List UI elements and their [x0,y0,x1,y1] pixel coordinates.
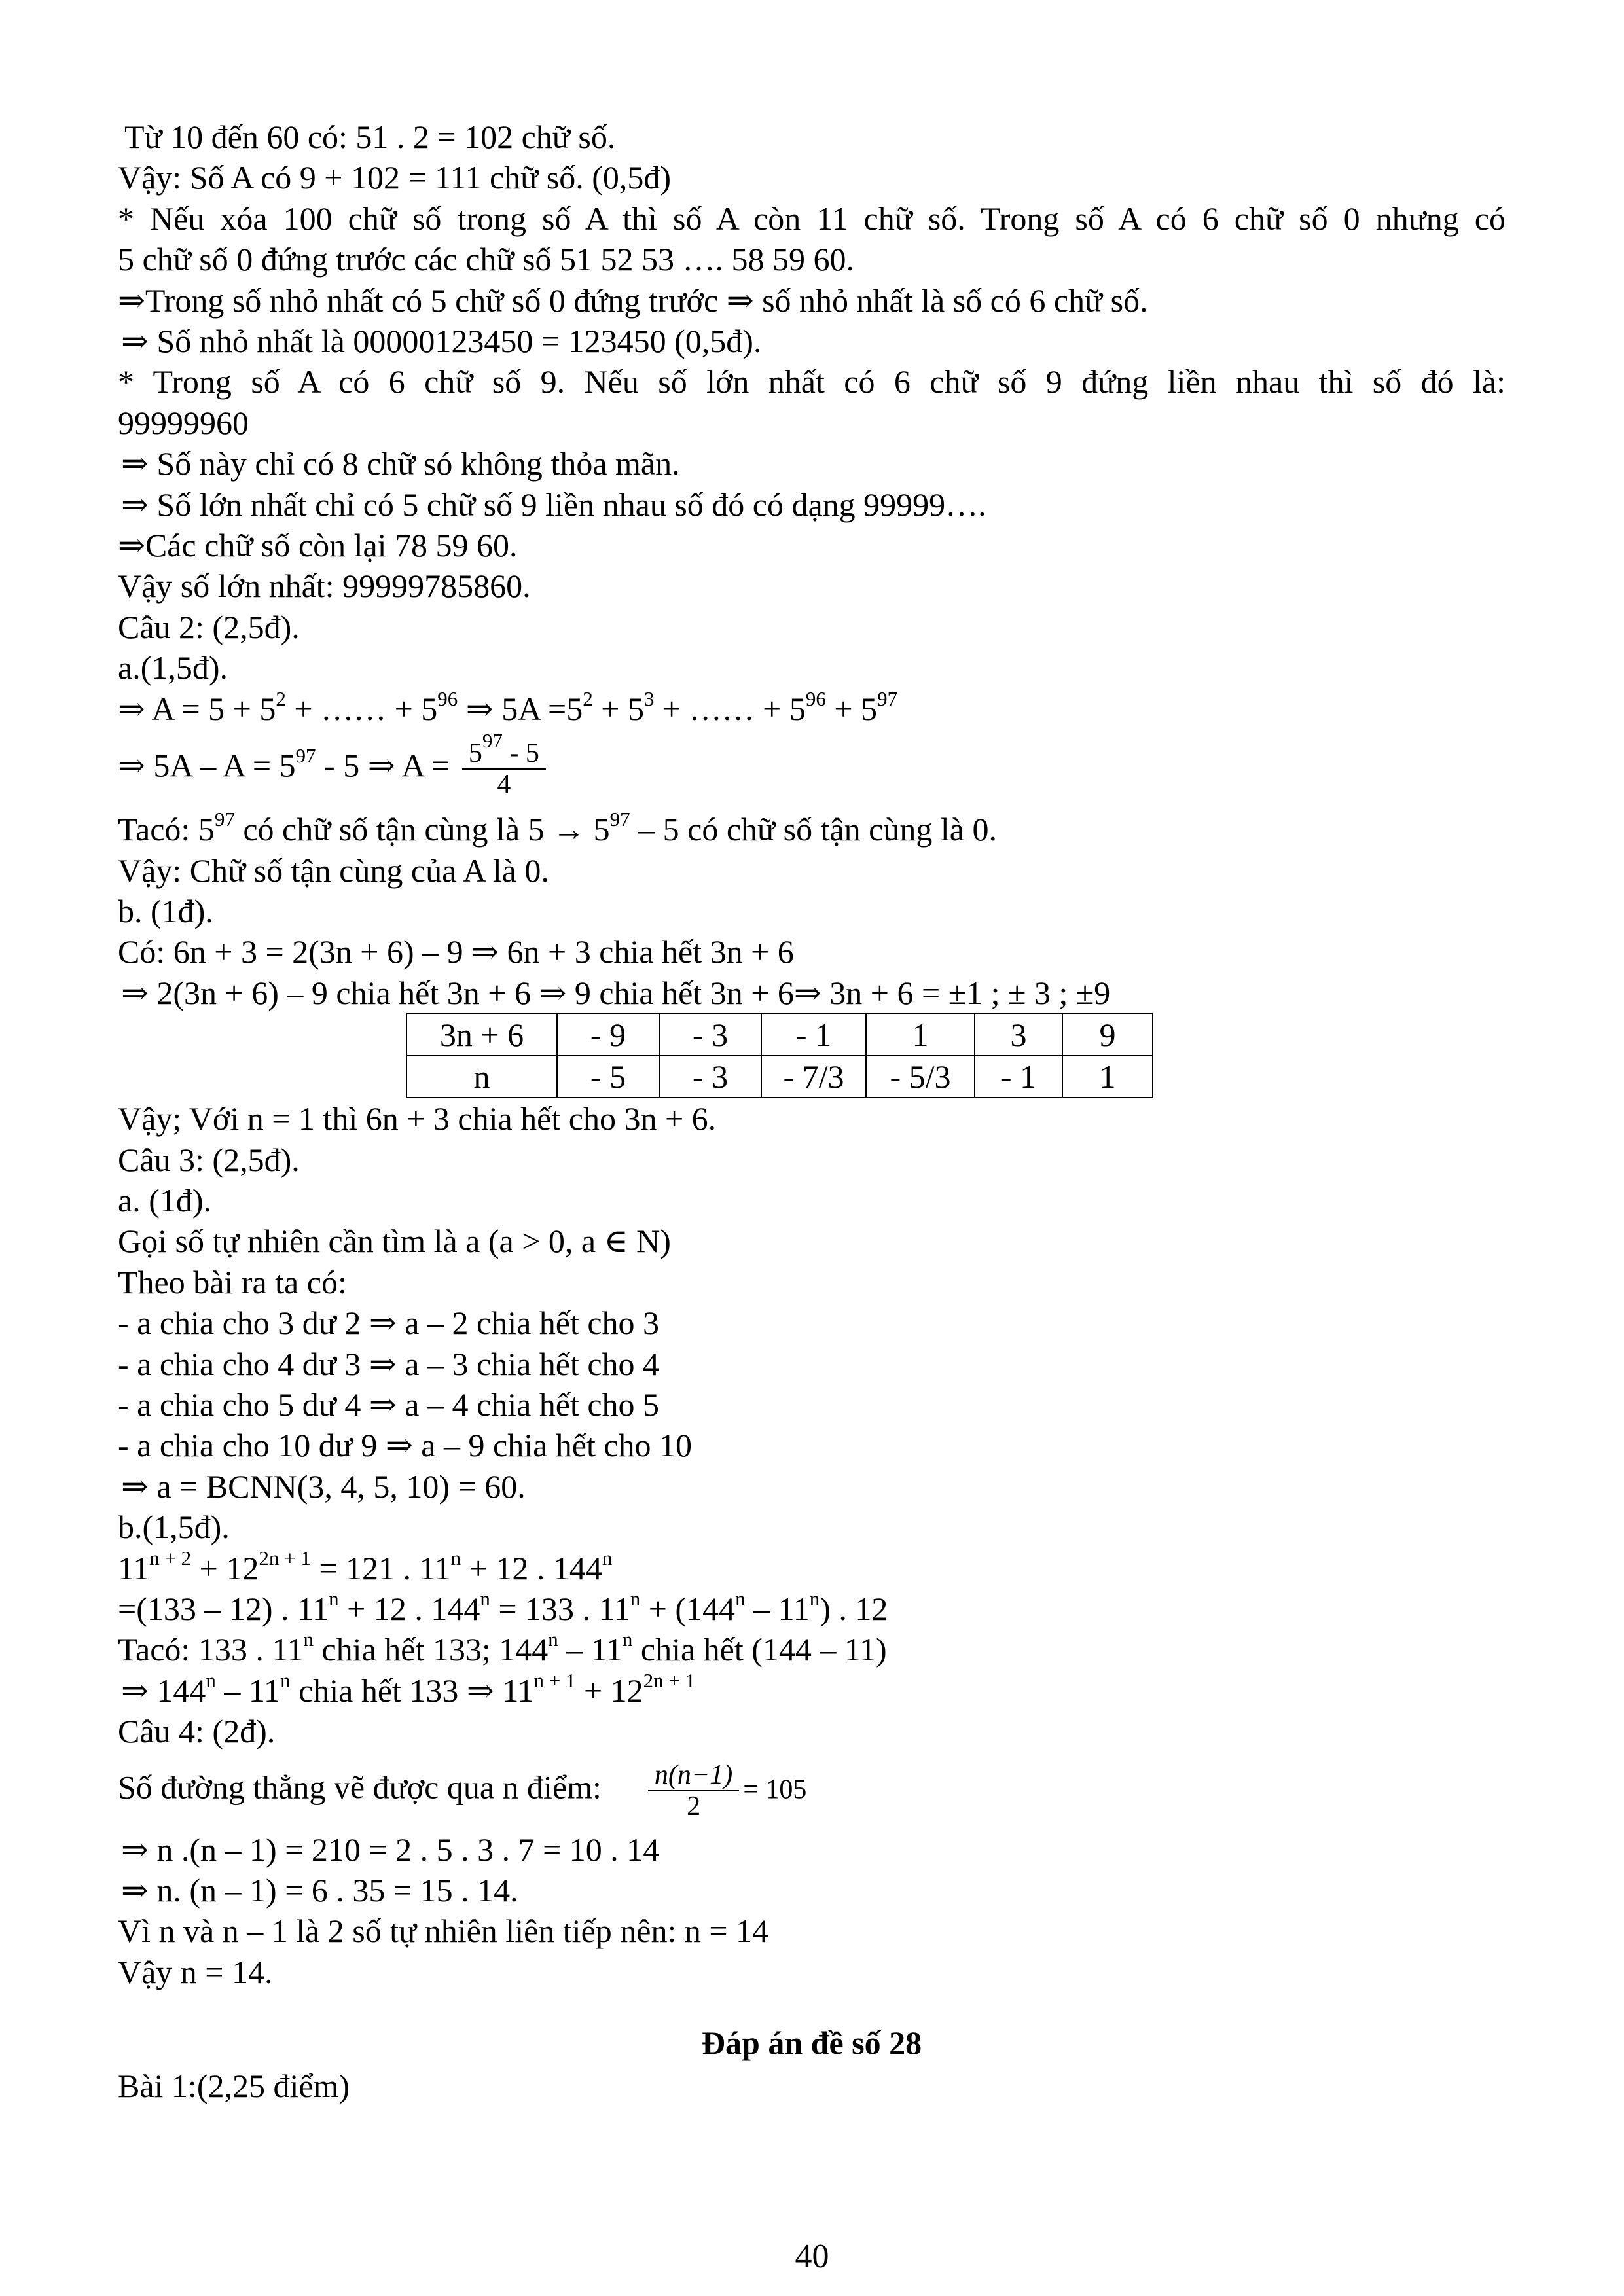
text-line: ⇒ a = BCNN(3, 4, 5, 10) = 60. [121,1467,526,1505]
fraction-numerator: $5^{97} - 5$ [462,738,546,770]
question-heading: Câu 2: (2,5đ). [118,608,300,645]
text-line: ⇒ Số nhỏ nhất là 00000123450 = 123450 (0,5đ). [121,323,762,360]
text-line: - a chia cho 4 dư 3 ⇒ a – 3 chia hết cho 4 [118,1345,660,1382]
table-cell: - 5 [557,1056,659,1098]
text-line: Gọi số tự nhiên cần tìm là a (a > 0, a ∈ N) [118,1223,671,1260]
fraction [648,1760,739,1821]
page-content [118,117,1506,2107]
text-line: * Trong số A có 6 chữ số 9. Nếu số lớn nhất có 6 chữ số 9 đứng liền nhau thì số đó là: [118,363,1506,401]
text-line: - a chia cho 10 dư 9 ⇒ a – 9 chia hết cho 10 [118,1427,693,1464]
text-line: - a chia cho 3 dư 2 ⇒ a – 2 chia hết cho 3 [118,1304,660,1342]
math-line: ⇒ 144$^n$ – 11$^n$ chia hết 133 ⇒ $11^{n + 1} + 12^{2n + 1}$ [121,1668,696,1709]
text-line: Bài 1:(2,25 điểm) [118,2068,350,2105]
table-cell: 9 [1062,1014,1153,1056]
text-line: ⇒Các chữ số còn lại 78 59 60. [118,527,518,564]
section-title: Đáp án đề số 28 [701,2024,922,2062]
text-line: - a chia cho 5 dư 4 ⇒ a – 4 chia hết cho 5 [118,1386,660,1423]
text-line: Vậy; Với n = 1 thì 6n + 3 chia hết cho 3n + 6. [118,1100,717,1138]
page-number: 40 [795,2238,829,2275]
text-line: * Nếu xóa 100 chữ số trong số A thì số A còn 11 chữ số. Trong số A có 6 chữ số 0 nhưng có [118,200,1506,237]
question-heading: Câu 4: (2đ). [118,1713,276,1750]
text-line: 99999960 [118,404,249,441]
text-line: Có: 6n + 3 = 2(3n + 6) – 9 ⇒ 6n + 3 chia hết 3n + 6 [118,933,794,971]
text-line: Vì n và n – 1 là 2 số tự nhiên liên tiếp nên: n = 14 [118,1912,769,1950]
text-line: ⇒ 2(3n + 6) – 9 chia hết 3n + 6 ⇒ 9 chia hết 3n + 6⇒ 3n + 6 = ±1 ; ± 3 ; ±9 [121,974,1111,1011]
text-line: ⇒Trong số nhỏ nhất có 5 chữ số 0 đứng trước ⇒ số nhỏ nhất là số có 6 chữ số. [118,281,1148,319]
text-line: Vậy: Chữ số tận cùng của A là 0. [118,852,549,889]
table-cell: - 7/3 [761,1056,866,1098]
table-row [406,1014,1153,1056]
table-cell: 3 [975,1014,1062,1056]
table-cell: - 1 [975,1056,1062,1098]
text-line: Vậy: Số A có 9 + 102 = 111 chữ số. (0,5đ) [118,159,672,196]
values-table [406,1013,1153,1098]
table-cell: 3n + 6 [406,1014,557,1056]
table-cell: n [406,1056,557,1098]
fraction-numerator: n(n−1) [648,1760,739,1791]
table-cell: - 1 [761,1014,866,1056]
text-line: Từ 10 đến 60 có: 51 . 2 = 102 chữ số. [124,118,616,155]
text-line: ⇒ n. (n – 1) = 6 . 35 = 15 . 14. [121,1872,518,1909]
text-line: ⇒ Số lớn nhất chỉ có 5 chữ số 9 liền nhau số đó có dạng 99999…. [121,486,986,523]
question-heading: Câu 3: (2,5đ). [118,1141,300,1178]
math-line-fraction: ⇒ $5A - A = 5^{97} - 5$ ⇒ A = $\frac{5^{97} - 5}{4}$ [118,729,1506,809]
text-line: ⇒ n .(n – 1) = 210 = 2 . 5 . 3 . 7 = 10 . 14 [121,1831,660,1868]
table-cell: - 3 [659,1056,761,1098]
text-line: ⇒ Số này chỉ có 8 chữ só không thỏa mãn. [121,445,680,482]
math-line-fraction: Số đường thẳng vẽ được qua n điểm: $\frac{n(n-1)}{2}$ = 105 [118,1759,807,1821]
subquestion-heading: a. (1đ). [118,1181,211,1219]
text-line: Theo bài ra ta có: [118,1263,347,1300]
fraction-denominator: 4 [497,770,511,800]
math-line: =(133 – 12) . $11^n + 12$ . $144^n = 133$ . $11^n + (144^n - 11^n)$ . 12 [118,1587,888,1627]
math-line-sum: ⇒ $A = 5 + 5^2$ + …… + $5^{96}$ ⇒ $5A =5^2 + 5^3$ + …… + $5^{96} + 5^{97}$ [118,687,898,727]
table-cell: - 9 [557,1014,659,1056]
table-row [406,1056,1153,1098]
text-line: Vậy n = 14. [118,1953,273,1990]
table-cell: 1 [1062,1056,1153,1098]
fraction-denominator: 2 [687,1791,701,1821]
table-cell: - 3 [659,1014,761,1056]
math-line: $11^{n + 2} + 12^{2n + 1} = 121$ . $11^n + 12$ . 144$^n$ [118,1546,613,1587]
text-line: 5 chữ số 0 đứng trước các chữ số 51 52 53 …. 58 59 60. [118,241,854,278]
table-cell: - 5/3 [866,1056,975,1098]
subquestion-heading: b. (1đ). [118,892,213,929]
text-line: Tacó: $5^{97}$ có chữ số tận cùng là $5 \to 5^{97} - 5$ có chữ số tận cùng là 0. [118,808,997,848]
text-line: Vậy số lớn nhất: 99999785860. [118,567,531,605]
table-cell: 1 [866,1014,975,1056]
math-line: Tacó: 133 . 11$^n$ chia hết 133; 144$^n$ – 11$^n$ chia hết (144 – 11) [118,1628,887,1668]
fraction [462,729,546,800]
subquestion-heading: b.(1,5đ). [118,1509,230,1546]
subquestion-heading: a.(1,5đ). [118,649,228,687]
